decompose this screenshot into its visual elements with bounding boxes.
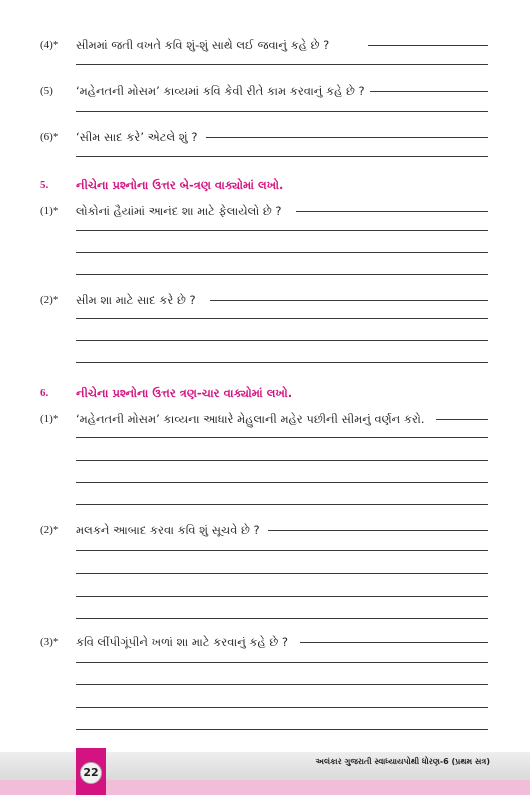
question-text: ‘મહેનતની મોસમ’ કાવ્યમાં કવિ કેવી રીતે કામ કરવાનું કહે છે ? xyxy=(76,84,365,98)
question-number: (4)* xyxy=(40,39,59,51)
question-4 xyxy=(0,34,530,56)
question-6-3 xyxy=(0,631,530,653)
answer-line[interactable] xyxy=(268,530,488,531)
question-6-1 xyxy=(0,408,530,430)
question-text: સીમ શા માટે સાદ કરે છે ? xyxy=(76,293,196,307)
section-5-heading xyxy=(0,174,530,196)
answer-line[interactable] xyxy=(210,300,488,301)
question-number: (5) xyxy=(40,85,53,97)
answer-line[interactable] xyxy=(76,230,488,231)
answer-line[interactable] xyxy=(76,318,488,319)
answer-line[interactable] xyxy=(76,64,488,65)
question-number: (1)* xyxy=(40,413,59,425)
answer-line[interactable] xyxy=(76,550,488,551)
question-6-2 xyxy=(0,519,530,541)
question-number: (1)* xyxy=(40,205,59,217)
section-number: 6. xyxy=(40,387,49,399)
question-number: (3)* xyxy=(40,636,59,648)
question-text: ‘સીમ સાદ કરે’ એટલે શું ? xyxy=(76,130,198,144)
answer-line[interactable] xyxy=(76,437,488,438)
answer-line[interactable] xyxy=(76,111,488,112)
question-text: સીમમાં જતી વખતે કવિ શું-શું સાથે લઈ જવાનું કહે છે ? xyxy=(76,38,330,52)
answer-line[interactable] xyxy=(76,662,488,663)
answer-line[interactable] xyxy=(76,684,488,685)
page-number: 22 xyxy=(80,762,102,784)
question-5 xyxy=(0,80,530,102)
question-number: (2)* xyxy=(40,524,59,536)
question-text: મલકને આબાદ કરવા કવિ શું સૂચવે છે ? xyxy=(76,523,260,537)
answer-line[interactable] xyxy=(300,642,488,643)
answer-line[interactable] xyxy=(296,211,488,212)
answer-line[interactable] xyxy=(76,340,488,341)
section-6-heading xyxy=(0,382,530,404)
section-heading-text: નીચેના પ્રશ્નોના ઉત્તર બે-ત્રણ વાક્યોમાં લખો. xyxy=(76,178,284,192)
answer-line[interactable] xyxy=(76,596,488,597)
answer-line[interactable] xyxy=(368,45,488,46)
answer-line[interactable] xyxy=(76,274,488,275)
section-heading-text: નીચેના પ્રશ્નોના ઉત્તર ત્રણ-ચાર વાક્યોમાં લખો. xyxy=(76,386,293,400)
answer-line[interactable] xyxy=(76,156,488,157)
question-text: ‘મહેનતની મોસમ’ કાવ્યના આધારે મેહુલાની મહેર પછીની સીમનું વર્ણન કરો. xyxy=(76,412,425,426)
answer-line[interactable] xyxy=(76,252,488,253)
answer-line[interactable] xyxy=(76,504,488,505)
answer-line[interactable] xyxy=(76,460,488,461)
question-text: લોકોનાં હૈયાંમાં આનંદ શા માટે ફેલાયેલો છે ? xyxy=(76,204,282,218)
section-number: 5. xyxy=(40,179,49,191)
answer-line[interactable] xyxy=(76,707,488,708)
answer-line[interactable] xyxy=(76,618,488,619)
answer-line[interactable] xyxy=(76,482,488,483)
question-text: કવિ લીંપીગૂંપીને ખળાં શા માટે કરવાનું કહે છે ? xyxy=(76,635,289,649)
question-5-2 xyxy=(0,289,530,311)
book-title: અલંકાર ગુજરાતી સ્વાધ્યાયપોથી ધોરણ-6 (પ્રથમ સત્ર) xyxy=(315,757,490,766)
answer-line[interactable] xyxy=(76,362,488,363)
question-number: (2)* xyxy=(40,294,59,306)
question-5-1 xyxy=(0,200,530,222)
answer-line[interactable] xyxy=(76,729,488,730)
answer-line[interactable] xyxy=(76,573,488,574)
question-number: (6)* xyxy=(40,131,59,143)
answer-line[interactable] xyxy=(436,419,488,420)
answer-line[interactable] xyxy=(206,137,488,138)
answer-line[interactable] xyxy=(370,91,488,92)
question-6 xyxy=(0,126,530,148)
